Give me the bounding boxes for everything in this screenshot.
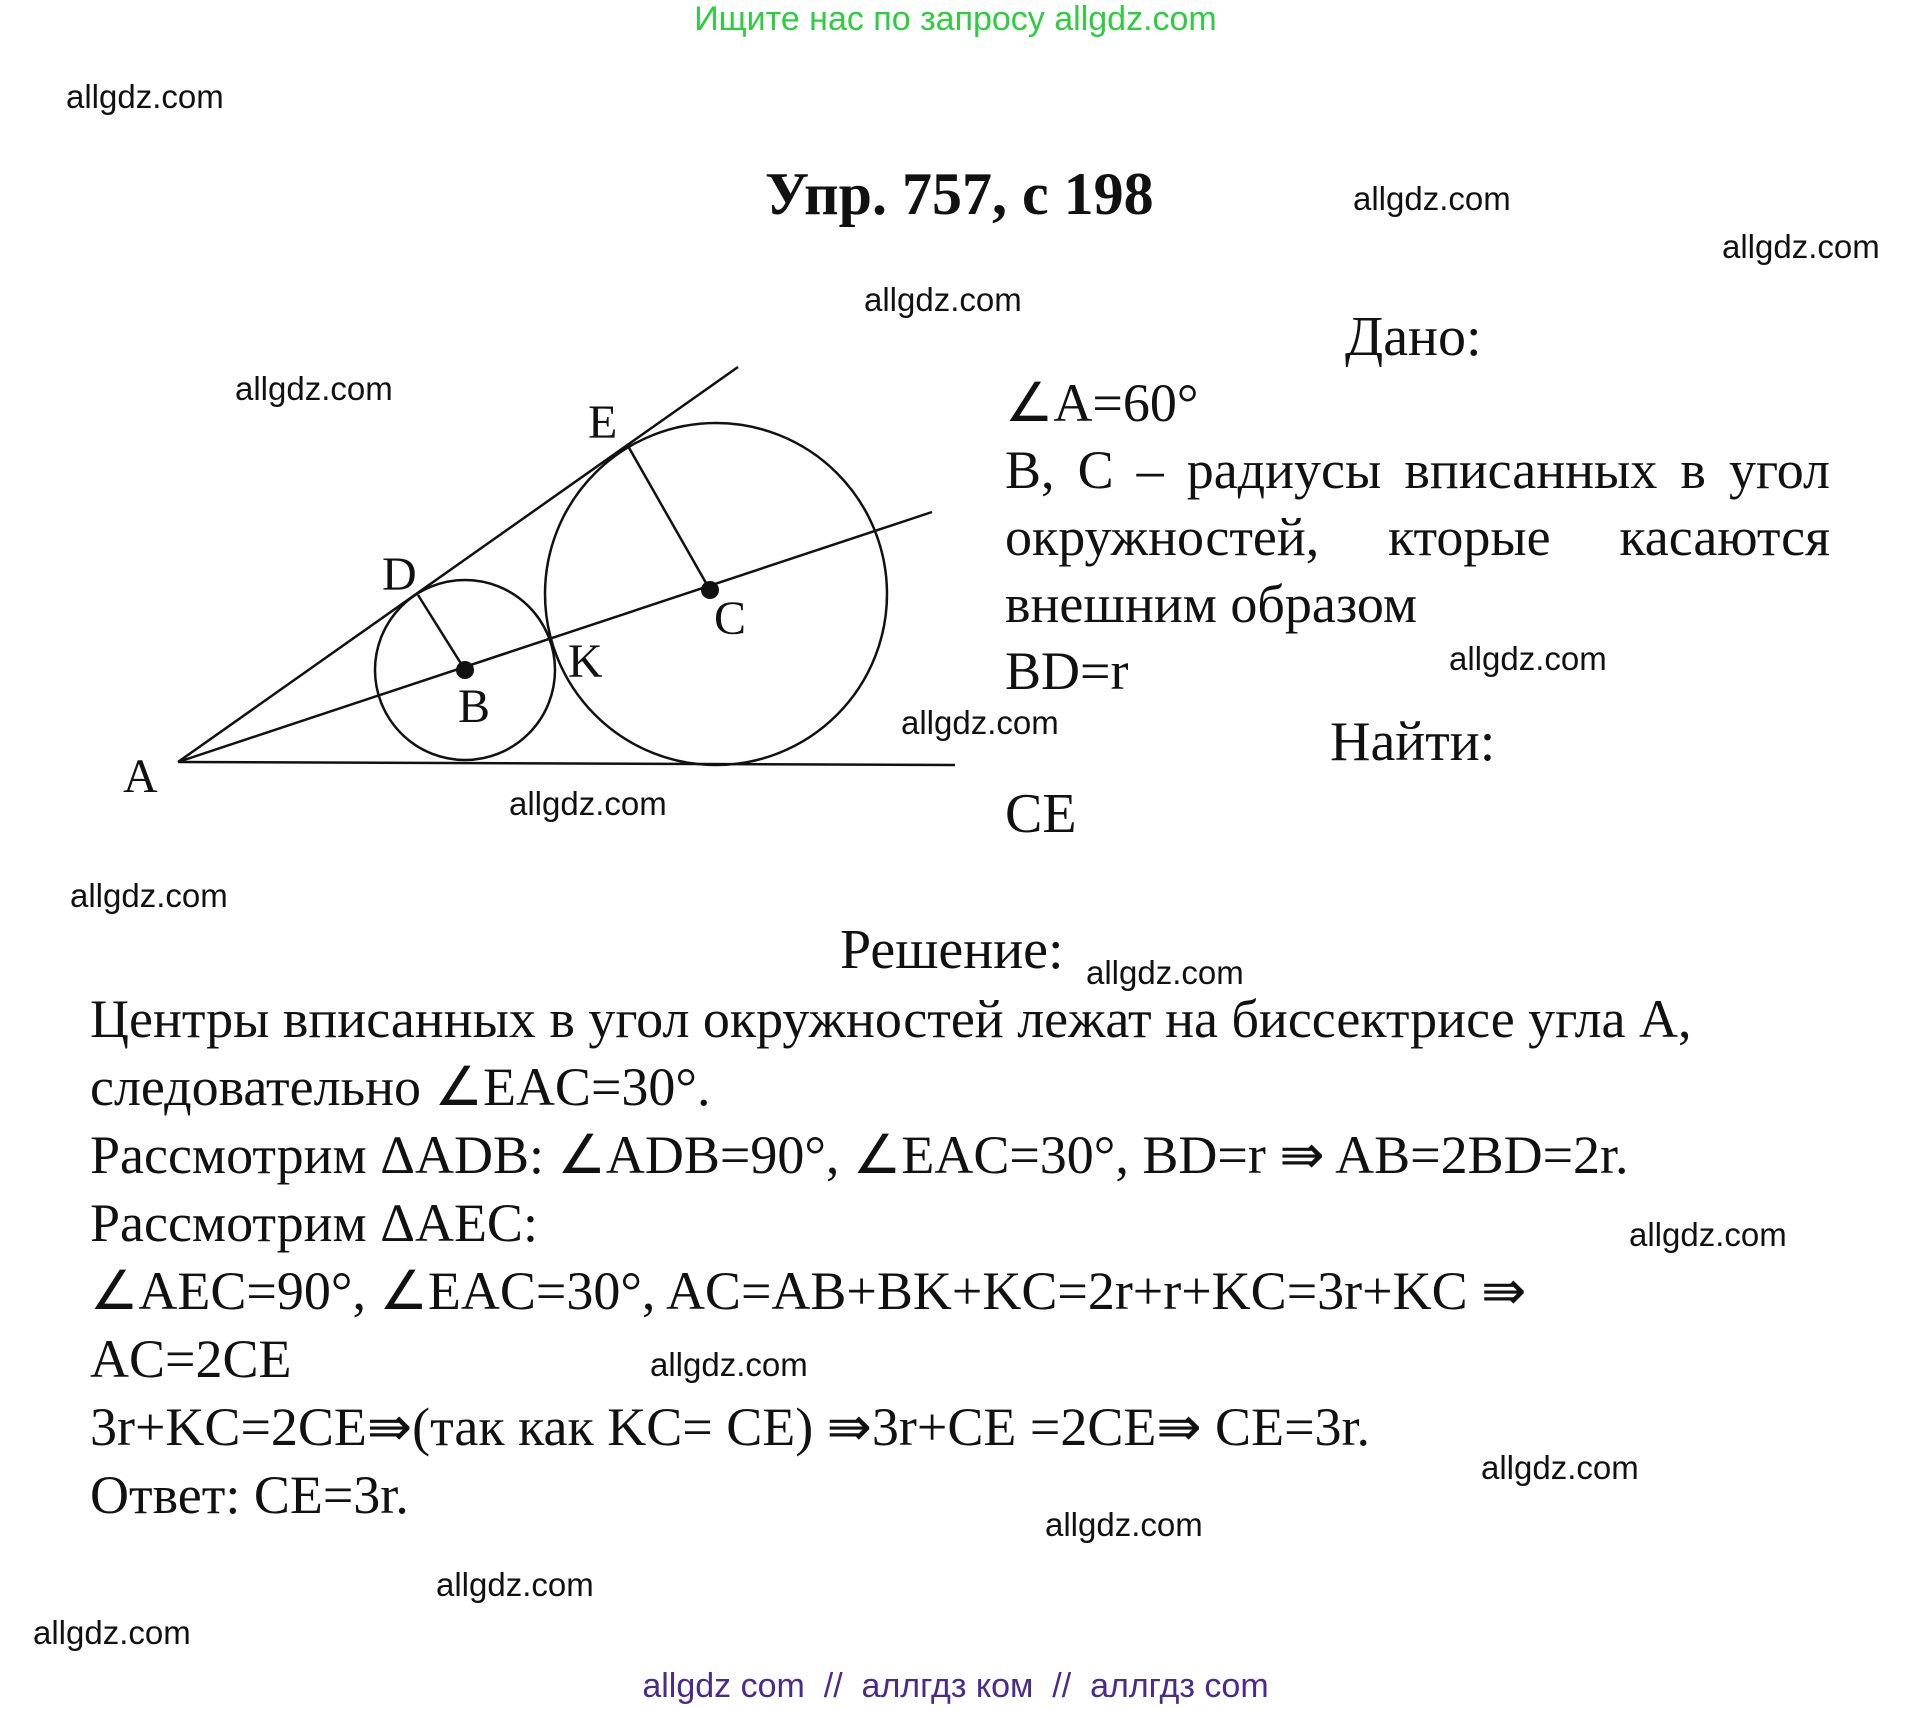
- label-a: A: [123, 750, 158, 803]
- point-b: [456, 661, 474, 679]
- solution-line: 3r+KC=2CE⇛(так как KC= CE) ⇛3r+CE =2CE⇛ CE=3r.: [90, 1397, 1371, 1457]
- watermark: allgdz.com: [1722, 228, 1880, 265]
- watermark: allgdz.com: [235, 370, 393, 407]
- watermark: allgdz.com: [436, 1566, 594, 1603]
- given-heading: Дано:: [1345, 306, 1482, 368]
- watermark: allgdz.com: [1353, 180, 1511, 217]
- solution-line: Центры вписанных в угол окружностей лежат на биссектрисе угла A,: [90, 989, 1692, 1049]
- watermark: allgdz.com: [1449, 640, 1607, 677]
- radius-bd: [418, 595, 465, 670]
- solution-heading: Решение:: [840, 919, 1064, 981]
- watermark: allgdz.com: [650, 1346, 808, 1383]
- watermark: allgdz.com: [864, 281, 1022, 318]
- label-d: D: [382, 548, 417, 601]
- watermark: allgdz.com: [1045, 1506, 1203, 1543]
- given-block: [1005, 370, 1830, 705]
- watermark: allgdz.com: [509, 785, 667, 822]
- solution-block: [90, 985, 1850, 1529]
- watermark: allgdz.com: [66, 78, 224, 115]
- watermark: allgdz.com: [901, 704, 1059, 741]
- given-line: BD=r: [1005, 641, 1129, 701]
- find-value: CE: [1005, 783, 1077, 845]
- bottom-banner[interactable]: allgdz com // аллгдз ком // аллгдз com: [642, 1667, 1269, 1705]
- solution-line: Рассмотрим ΔAEC:: [90, 1193, 538, 1253]
- given-line: внешним образом: [1005, 574, 1418, 634]
- radius-ce: [628, 446, 710, 590]
- solution-line: ∠AEC=90°, ∠EAC=30°, AC=AB+BK+KC=2r+r+KC=3r+KC ⇛: [90, 1261, 1527, 1321]
- given-line: окружностей, кторые касаются: [1005, 507, 1830, 567]
- label-b: B: [458, 680, 491, 733]
- find-heading: Найти:: [1330, 711, 1496, 773]
- given-line: ∠A=60°: [1005, 373, 1199, 433]
- solution-line: Ответ: CE=3r.: [90, 1465, 409, 1525]
- watermark: allgdz.com: [33, 1614, 191, 1651]
- given-line: B, C – радиусы вписанных в угол: [1005, 440, 1830, 500]
- label-e: E: [588, 396, 618, 449]
- solution-line: AC=2CE: [90, 1329, 292, 1389]
- bisector-ray: [178, 512, 932, 762]
- watermark: allgdz.com: [1086, 954, 1244, 991]
- label-c: C: [714, 592, 747, 645]
- watermark: allgdz.com: [70, 877, 228, 914]
- watermark: allgdz.com: [1629, 1216, 1787, 1253]
- exercise-title: Упр. 757, с 198: [765, 161, 1154, 227]
- solution-line: Рассмотрим ΔADB: ∠ADB=90°, ∠EAC=30°, BD=r ⇛ AB=2BD=2r.: [90, 1125, 1629, 1185]
- solution-line: следовательно ∠EAC=30°.: [90, 1057, 711, 1117]
- label-k: K: [568, 635, 603, 688]
- watermark: allgdz.com: [1481, 1449, 1639, 1486]
- lower-ray: [178, 762, 955, 765]
- top-banner[interactable]: Ищите нас по запросу allgdz.com: [694, 0, 1217, 38]
